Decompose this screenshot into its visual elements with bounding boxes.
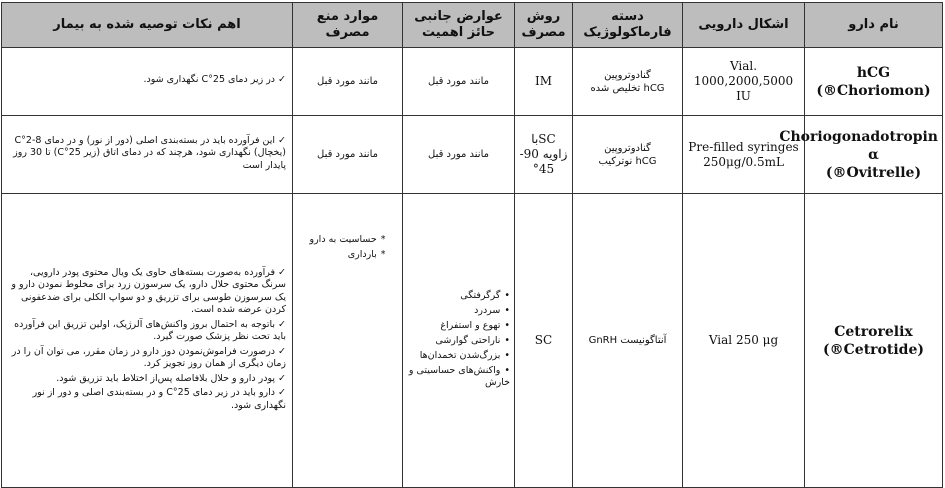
header-forms: اشکال دارویی bbox=[683, 3, 805, 48]
tip-item: ✓ دارو باید در زیر دمای 25°C و در بسته‌بندی اصلی و دور از نور نگهداری شود. bbox=[32, 387, 286, 411]
tip-item: ✓ پودر دارو و حلال بلافاصله پس‌از اختلاط باید تزریق شود. bbox=[56, 372, 286, 384]
list-item: • واکنش‌های حساسیتی و خارش bbox=[407, 365, 510, 389]
route: SC bbox=[515, 194, 573, 488]
drug-name-cell bbox=[805, 48, 943, 116]
pharm-class-line: hCG نوترکیب bbox=[598, 155, 657, 167]
drug-brand: (Cetrotide®) bbox=[823, 341, 924, 358]
table-row bbox=[2, 116, 943, 194]
patient-tips-cell bbox=[2, 194, 293, 488]
patient-tips-cell bbox=[2, 48, 293, 116]
header-class: دسته فارماکولوژیک bbox=[573, 3, 683, 48]
header-name: نام دارو bbox=[805, 3, 943, 48]
pharm-class-cell bbox=[573, 48, 683, 116]
route-cell bbox=[515, 116, 573, 194]
header-row bbox=[2, 3, 943, 48]
header-route: روش مصرف bbox=[515, 3, 573, 48]
side-effects-cell bbox=[403, 194, 515, 488]
tip-item: ✓ درصورت فراموش‌نمودن دوز دارو در زمان مقرر، می توان آن را در زمان دیگری از همان روز تجویز کرد. bbox=[11, 345, 286, 370]
route: IM bbox=[515, 48, 573, 116]
list-item: • بزرگ‌شدن تخمدان‌ها bbox=[407, 350, 510, 362]
side-effects: مانند مورد قبل bbox=[403, 116, 515, 194]
dosage-form-line: Pre-filled syringes bbox=[688, 139, 799, 154]
side-effects: مانند مورد قبل bbox=[403, 48, 515, 116]
dosage-form-line: 250μg/0.5mL bbox=[703, 154, 784, 169]
side-effects-list bbox=[407, 290, 510, 392]
tip-item: ✓ این فرآورده باید در بسته‌بندی اصلی (دور از نور) و در دمای 8-2°C (یخچال) نگهداری شود، هرچند که در دمای اتاق (زیر 25°C) تا 30 روز پایدار است bbox=[13, 134, 286, 171]
route-line: SCبا bbox=[531, 132, 556, 146]
drug-name-cell bbox=[805, 194, 943, 488]
table-row bbox=[2, 194, 943, 488]
list-item: * حساسیت به دارو bbox=[310, 234, 386, 246]
pharm-class: آنتاگونیست GnRH bbox=[573, 194, 683, 488]
patient-tips-cell bbox=[2, 116, 293, 194]
header-side-effects: عوارض جانبی حائز اهمیت bbox=[403, 3, 515, 48]
dosage-forms: Vial. 1000,2000,5000 IU bbox=[683, 48, 805, 116]
pharm-class-line: hCG تخلیص شده bbox=[590, 82, 665, 94]
pharm-class-cell bbox=[573, 116, 683, 194]
contraindications-list bbox=[310, 234, 386, 264]
tip-item: ✓ فرآورده به‌صورت بسته‌های حاوی یک ویال محتوی پودر دارویی، سرنگ محتوی حلال دارو، یک سرسوزن زرد برای مخلوط نمودن دارو و یک سرسوزن طوسی برای تزریق و دو سواپ الکلی برای ضدعفونی کردن عرضه شده است. bbox=[11, 266, 286, 316]
list-item: • سردرد bbox=[407, 305, 510, 317]
drug-table bbox=[1, 2, 943, 488]
header-contraindications: موارد منع مصرف bbox=[293, 3, 403, 48]
contraindications: مانند مورد قبل bbox=[293, 48, 403, 116]
contraindications-cell bbox=[293, 194, 403, 488]
dosage-forms: Vial 250 μg bbox=[683, 194, 805, 488]
contraindications: مانند مورد قبل bbox=[293, 116, 403, 194]
table-row bbox=[2, 48, 943, 116]
list-item: • ناراحتی گوارشی bbox=[407, 335, 510, 347]
list-item: * بارداری bbox=[310, 249, 386, 261]
drug-name: Choriogonadotropin α bbox=[779, 128, 938, 163]
tip-item: ✓ باتوجه به احتمال بروز واکنش‌های آلرژیک، اولین تزریق این فرآورده باید تحت نظر پزشک صورت گیرد. bbox=[14, 318, 286, 343]
drug-name-cell bbox=[779, 116, 943, 194]
route-line: زاویه 90-45° bbox=[519, 147, 568, 176]
drug-name: hCG bbox=[856, 64, 891, 81]
header-patient-tips: اهم نکات توصیه شده به بیمار bbox=[2, 3, 293, 48]
list-item: • تهوع و استفراغ bbox=[407, 320, 510, 332]
drug-name: Cetrorelix bbox=[834, 323, 913, 340]
pharm-class-line: گنادوتروپین bbox=[604, 69, 651, 81]
drug-brand: (Choriomon®) bbox=[816, 82, 931, 99]
list-item: • گرگرفتگی bbox=[407, 290, 510, 302]
drug-brand: (Ovitrelle®) bbox=[825, 164, 922, 181]
pharm-class-line: گنادوتروپین bbox=[604, 142, 651, 154]
tip-item: ✓ در زیر دمای 25°C نگهداری شود. bbox=[143, 74, 286, 86]
